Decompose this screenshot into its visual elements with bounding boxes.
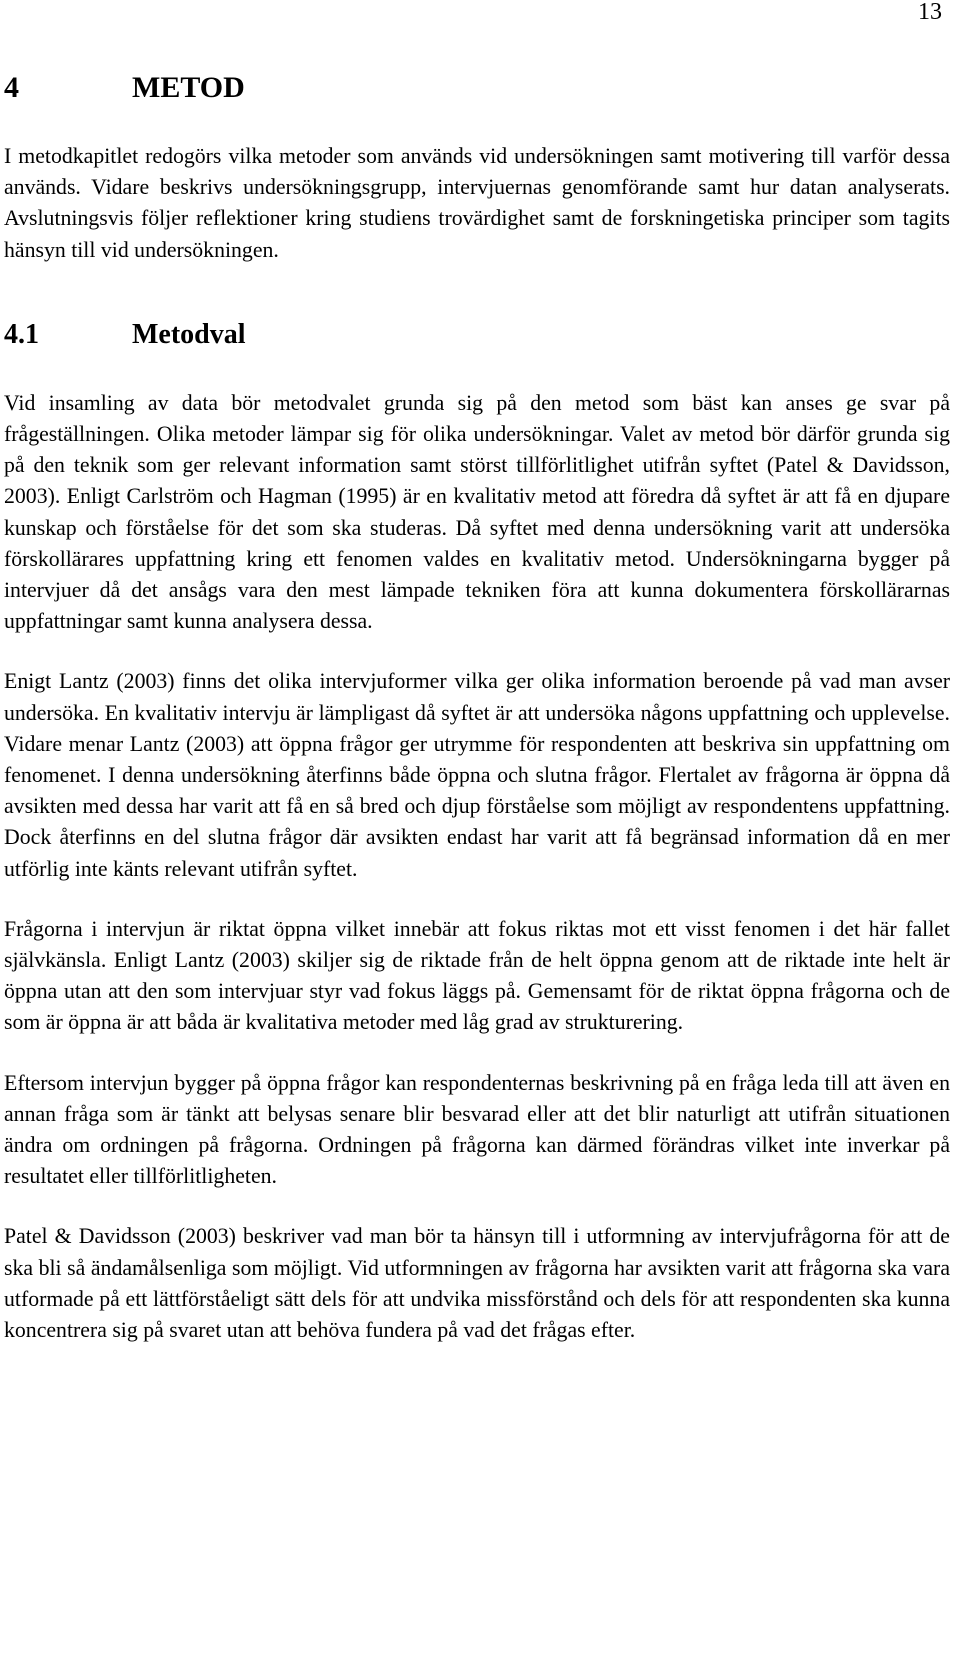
page-content: [4, 70, 950, 1346]
section-heading: [4, 318, 950, 352]
section-number: 4.1: [4, 318, 39, 350]
body-paragraph: Enigt Lantz (2003) finns det olika intervjuformer vilka ger olika information beroende på vad man avser undersöka. En kvalitativ intervju är lämpligast då syftet är att undersöka någons uppfattning och upplevelse. Vidare menar Lantz (2003) att öppna frågor ger utrymme för respondenten att beskriva sin uppfattning om fenomenet. I denna undersökning återfinns både öppna och slutna frågor. Flertalet av frågorna är öppna då avsikten med dessa har varit att få en så bred och djup förståelse som möjligt av respondentens uppfattning. Dock återfinns en del slutna frågor där avsikten endast har varit att få begränsad information då en mer utförlig inte känts relevant utifrån syftet.: [4, 669, 950, 881]
section-title: Metodval: [132, 318, 246, 350]
body-paragraph: Patel & Davidsson (2003) beskriver vad man bör ta hänsyn till i utformning av intervjufrågorna för att de ska bli så ändamålsenliga som möjligt. Vid utformningen av frågorna har avsikten varit att frågorna ska vara utformade på ett lättförståeligt sätt dels för att undvika missförstånd och dels för att respondenten ska kunna koncentrera sig på svaret utan att behöva fundera på vad det frågas efter.: [4, 1224, 950, 1343]
chapter-heading: [4, 70, 950, 106]
body-paragraph: Vid insamling av data bör metodvalet grunda sig på den metod som bäst kan anses ge svar på frågeställningen. Olika metoder lämpar sig för olika undersökningar. Valet av metod bör därför grunda sig på den teknik som ger relevant information samt störst tillförlitlighet utifrån syftet (Patel & Davidsson, 2003). Enligt Carlström och Hagman (1995) är en kvalitativ metod att föredra då syftet är att få en djupare kunskap och förståelse för det som ska studeras. Då syftet med denna undersökning varit att undersöka förskollärares uppfattning kring ett fenomen valdes en kvalitativ metod. Undersökningarna bygger på intervjuer då det ansågs vara den mest lämpade tekniken föra att kunna dokumentera förskollärarnas uppfattningar samt kunna analysera dessa.: [4, 390, 950, 634]
intro-paragraph: I metodkapitlet redogörs vilka metoder som används vid undersökningen samt motivering till varför dessa används. Vidare beskrivs undersökningsgrupp, intervjuernas genomförande samt hur datan analyserats. Avslutningsvis följer reflektioner kring studiens trovärdighet samt de forskningetiska principer som tagits hänsyn till vid undersökningen.: [4, 144, 950, 262]
body-paragraph: Eftersom intervjun bygger på öppna frågor kan respondenternas beskrivning på en fråga leda till att även en annan fråga som är tänkt att belysas senare blir besvarad eller att det blir naturligt att utifrån situationen ändra om ordningen på frågorna. Ordningen på frågorna kan därmed förändras vilket inte inverkar på resultatet eller tillförlitligheten.: [4, 1070, 950, 1189]
chapter-title: METOD: [132, 71, 245, 104]
page-number: 13: [918, 0, 942, 25]
body-paragraph: Frågorna i intervjun är riktat öppna vilket innebär att fokus riktas mot ett visst fenomen i det här fallet självkänsla. Enligt Lantz (2003) skiljer sig de riktade från de helt öppna genom att de riktade inte helt är öppna utan att den som intervjuar styr vad fokus läggs på. Gemensamt för de riktat öppna frågorna och de som är öppna är att båda är kvalitativa metoder med låg grad av strukturering.: [4, 916, 950, 1035]
chapter-number: 4: [4, 71, 19, 104]
